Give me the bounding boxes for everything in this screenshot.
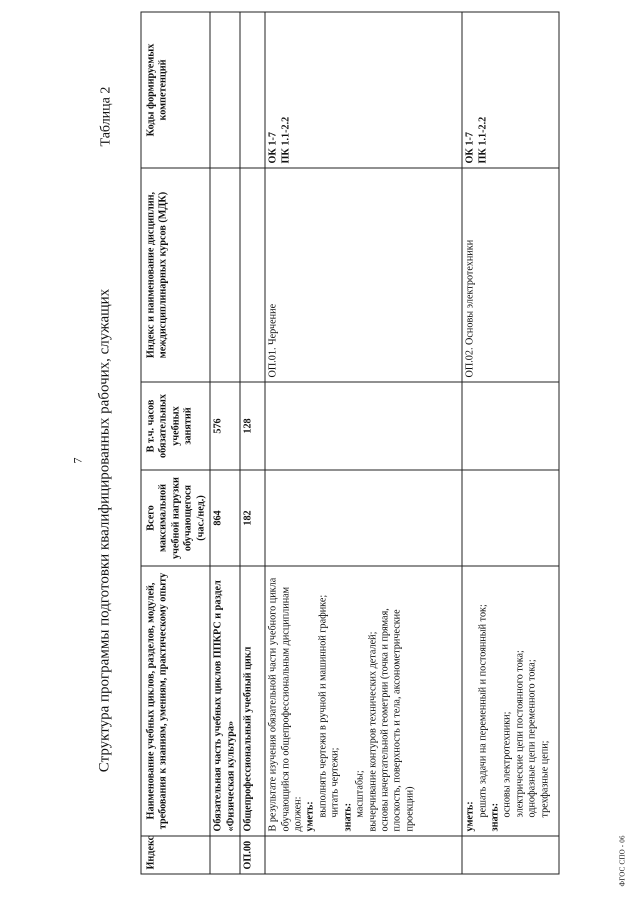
op01-znat-label: знать: [342,802,354,832]
cycle-disciplines [240,168,265,382]
op02-znat-1: основы электротехники; [501,711,513,818]
structure-table [141,12,560,875]
cycle-index: ОП.00 [240,836,265,874]
op01-znat-1: масштабы; [354,770,366,818]
cycle-required: 128 [240,382,265,470]
op01-intro: В результате изучения обязательной части учебного цикла обучающийся по общепрофессиональным дисциплинам должен: [267,577,304,832]
op02-znat-2: электрические цепи постоянного тока; [514,650,526,818]
total-name: Обязательная часть учебных циклов ППКРС и раздел «Физическая культура» [210,566,240,836]
op01-umet-1: выполнять чертежи в ручной и машинной графике; [317,594,329,818]
table-header-row [141,12,210,874]
table-caption: Таблица 2 [98,86,114,147]
op02-competences-ok: ОК 1-7 [464,132,476,164]
header-required-hours: В т.ч. часов обязательных учебных занятий [141,382,210,470]
header-disciplines: Индекс и наименование дисциплин, междисциплинарных курсов (МДК) [141,168,210,382]
op02-znat-3: однофазные цепи переменного тока; [526,659,538,818]
header-name: Наименование учебных циклов, разделов, модулей, требования к знаниям, умениям, практическому опыту [141,566,210,836]
op02-required [462,382,559,470]
total-max-load: 864 [210,470,240,566]
header-max-load: Всего максимальной учебной нагрузки обучающегося (час./нед.) [141,470,210,566]
op02-umet-label: уметь: [464,801,476,832]
header-competences: Коды формируемых компетенций [141,12,210,168]
table-row-cycle [240,12,265,874]
table-row-op01 [265,12,462,874]
op02-max-load [462,470,559,566]
op01-umet-label: уметь: [304,801,316,832]
cycle-name: Общепрофессиональный учебный цикл [240,566,265,836]
cycle-competences [240,12,265,168]
op02-znat-label: знать: [489,802,501,832]
document-title: Структура программы подготовки квалифицированных рабочих, служащих [96,288,113,773]
header-index: Индекс [141,836,210,874]
op01-umet-2: читать чертежи; [329,747,341,818]
op01-index [265,836,462,874]
page-number: 7 [70,457,85,464]
cycle-max-load: 182 [240,470,265,566]
op01-competences-pk: ПК 1.1-2.2 [280,116,291,164]
total-required: 576 [210,382,240,470]
total-index [210,836,240,874]
op01-discipline: ОП.01. Черчение [265,168,462,382]
table-row-total [210,12,240,874]
op02-znat-4: трехфазные цепи; [539,740,551,818]
rotated-page [1,0,640,905]
op01-max-load [265,470,462,566]
op01-requirements [265,566,462,836]
op02-requirements [462,566,559,836]
op01-znat-2: вычерчивание контуров технических деталей; [367,631,379,832]
table-row-op02 [462,12,559,874]
op01-required [265,382,462,470]
op02-umet-1: решать задачи на переменный и постоянный ток; [477,604,488,818]
op02-index [462,836,559,874]
op02-discipline: ОП.02. Основы электротехники [462,168,559,382]
total-competences [210,12,240,168]
op01-competences-ok: ОК 1-7 [267,132,279,164]
total-disciplines [210,168,240,382]
op02-competences [462,12,559,168]
op02-competences-pk: ПК 1.1-2.2 [477,116,488,164]
op01-znat-3: основы начертательной геометрии (точка и прямая, плоскость, поверхность и тела, аксонометрические проекции) [379,608,416,832]
footer-code: ФГОС СПО - 06 [618,835,627,887]
op01-competences [265,12,462,168]
